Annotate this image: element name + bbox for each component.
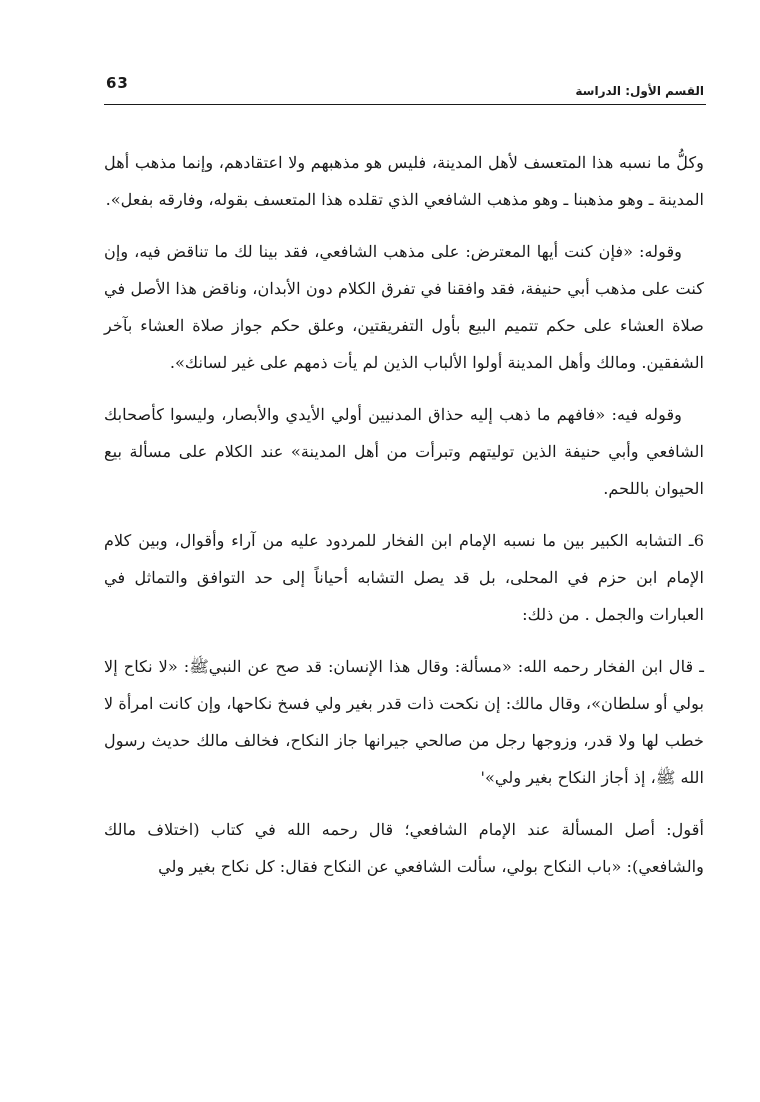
body-text [104,144,704,900]
page-number: 63 [106,74,129,92]
paragraph-1: وكلُّ ما نسبه هذا المتعسف لأهل المدينة، فليس هو مذهبهم ولا اعتقادهم، وإنما مذهب أهل المدينة ـ وهو مذهبنا ـ وهو مذهب الشافعي الذي تقلده هذا المتعسف بقوله، وفارقه بفعل». [104,153,704,209]
paragraph-3: وقوله فيه: «فافهم ما ذهب إليه حذاق المدنيين أولي الأيدي والأبصار، وليسوا كأصحابك الشافعي وأبي حنيفة الذين توليتهم وتبرأت من أهل المدينة» عند الكلام على مسألة بيع الحيوان باللحم. [104,405,704,498]
paragraph-5: ـ قال ابن الفخار رحمه الله: «مسألة: وقال هذا الإنسان: قد صح عن النبيﷺ: «لا نكاح إلا بولي أو سلطان»، وقال مالك: إن نكحت ذات قدر بغير ولي فسخ نكاحها، وإن كانت امرأة لا خطب لها ولا قدر، وزوجها رجل من صالحي جيرانها جاز النكاح، فخالف مالك حديث رسول الله ﷺ، إذ أجاز النكاح بغير ولي»' [104,657,704,787]
header-rule [104,104,706,105]
running-head: القسم الأول: الدراسة [575,84,704,98]
paragraph-4: 6ـ التشابه الكبير بين ما نسبه الإمام ابن الفخار للمردود عليه من آراء وأقوال، وبين كلام الإمام ابن حزم في المحلى، بل قد يصل التشابه أحياناً إلى حد التوافق والتماثل في العبارات والجمل . من ذلك: [104,531,704,624]
paragraph-6: أقول: أصل المسألة عند الإمام الشافعي؛ قال رحمه الله في كتاب (اختلاف مالك والشافعي): «باب النكاح بولي، سألت الشافعي عن النكاح فقال: كل نكاح بغير ولي [104,820,704,876]
paragraph-2: وقوله: «فإن كنت أيها المعترض: على مذهب الشافعي، فقد بينا لك ما تناقض فيه، وإن كنت على مذهب أبي حنيفة، فقد وافقنا في تفرق الكلام دون الأبدان، وناقض هذا الأصل في صلاة العشاء على حكم تتميم البيع بأول التفريقتين، وعلق حكم جواز صلاة العشاء بآخر الشفقين. ومالك وأهل المدينة أولوا الألباب الذين لم يأت ذمهم على غير لسانك». [104,242,704,372]
